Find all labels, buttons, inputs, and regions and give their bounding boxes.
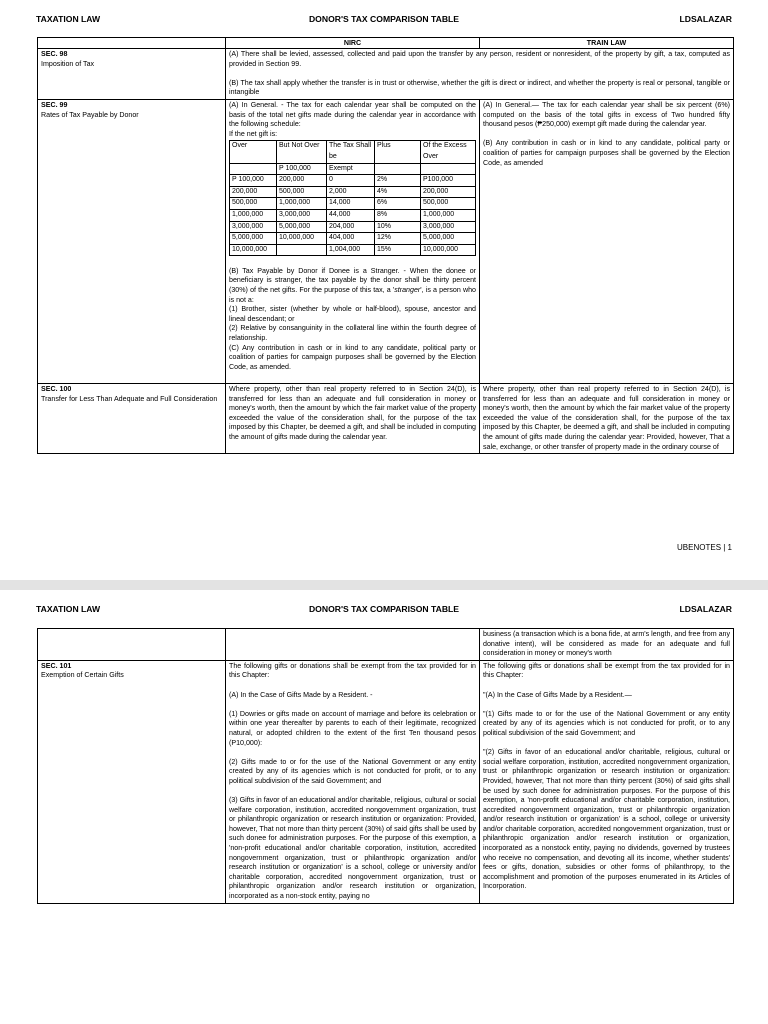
schedule-cell: 2% bbox=[375, 175, 421, 187]
header-cell-blank bbox=[38, 38, 226, 49]
schedule-cell bbox=[277, 244, 327, 256]
section-title: Transfer for Less Than Adequate and Full Consideration bbox=[41, 394, 218, 403]
provision-paragraph: (B) Tax Payable by Donor if Donee is a Stranger. - When the donee or beneficiary is stranger, the tax payable by the donor shall be thirty percent (30%) of the net gifts. For the purpose of this tax, a 'stranger', is a person who is not a: bbox=[229, 266, 476, 304]
train-cell bbox=[480, 384, 734, 454]
schedule-header-cell: Of the Excess Over bbox=[421, 141, 476, 163]
table-row-sec-101 bbox=[38, 660, 734, 903]
schedule-cell: P100,000 bbox=[421, 175, 476, 187]
provision-paragraph: (B) Any contribution in cash or in kind to any candidate, political party or coalition of parties for campaign purposes shall be governed by the Election Code, as amended bbox=[483, 139, 730, 167]
provision-paragraph: The following gifts or donations shall be exempt from the tax provided for in this Chapter: bbox=[229, 661, 476, 680]
schedule-header-cell: But Not Over bbox=[277, 141, 327, 163]
section-number: SEC. 100 bbox=[41, 385, 72, 393]
schedule-cell: P 100,000 bbox=[230, 175, 277, 187]
provision-paragraph: Where property, other than real property referred to in Section 24(D), is transferred for less than an adequate and full consideration in money or money's worth, then the amount by which the fair market value of the property exceeded the value of the consideration shall, for the purpose of the tax imposed by this Chapter, be deemed a gift, and shall be included in computing the amount of gifts made during the calendar year: Provided, however, That a sale, exchange, or other transfer of property made in the ordinary course of bbox=[483, 385, 730, 451]
header-subject: TAXATION LAW bbox=[36, 14, 101, 24]
schedule-cell: 200,000 bbox=[230, 186, 277, 198]
schedule-cell: 6% bbox=[375, 198, 421, 210]
schedule-cell bbox=[421, 163, 476, 175]
schedule-cell: 1,000,000 bbox=[277, 198, 327, 210]
section-number: SEC. 98 bbox=[41, 50, 68, 58]
header-title: DONOR'S TAX COMPARISON TABLE bbox=[308, 604, 460, 614]
provision-item: (3) Gifts in favor of an educational and/or charitable, religious, cultural or social welfare corporation, institution, accredited nongovernment organization, trust or philanthropic organization or research institution or organization: Provided, however, That not more than thirty percent (30%) of said gifts shall be used by such donee for administration purposes. For the purpose of this exemption, a 'non-profit educational and/or charitable corporation, institution, accredited nongovernment organization, trust or philanthropic organization and/or research institution or organization' is a school, college or university and/or charitable corporation, accredited nongovernment organization, trust or philanthropic organization and/or research institution or organization, incorporated as a non-stock entity, paying no bbox=[229, 796, 476, 901]
schedule-cell: 44,000 bbox=[327, 209, 375, 221]
merged-provision-cell bbox=[226, 49, 734, 100]
page-footer: UBENOTES | 1 bbox=[677, 543, 732, 552]
train-cell bbox=[480, 629, 734, 661]
table-header-row bbox=[38, 38, 734, 49]
provision-item: (2) Relative by consanguinity in the collateral line within the fourth degree of relationship. bbox=[229, 324, 476, 343]
schedule-cell: 10,000,000 bbox=[421, 244, 476, 256]
schedule-cell: 14,000 bbox=[327, 198, 375, 210]
schedule-cell: 5,000,000 bbox=[421, 233, 476, 245]
schedule-cell: 3,000,000 bbox=[421, 221, 476, 233]
provision-paragraph: (A) In General. - The tax for each calendar year shall be computed on the basis of the total net gifts made during the calendar year in accordance with the following schedule: bbox=[229, 100, 476, 129]
section-cell bbox=[38, 660, 226, 903]
schedule-header-cell: Over bbox=[230, 141, 277, 163]
table-row-sec-99 bbox=[38, 99, 734, 383]
provision-heading: "(A) In the Case of Gifts Made by a Resident.— bbox=[483, 690, 632, 699]
schedule-row bbox=[230, 163, 476, 175]
schedule-cell: 2,000 bbox=[327, 186, 375, 198]
table-row-sec-100-continued bbox=[38, 629, 734, 661]
provision-item: (1) Brother, sister (whether by whole or half-blood), spouse, ancestor and lineal descendant; or bbox=[229, 305, 476, 323]
schedule-header-cell: Plus bbox=[375, 141, 421, 163]
nirc-cell bbox=[226, 99, 480, 383]
schedule-cell: 5,000,000 bbox=[230, 233, 277, 245]
schedule-row bbox=[230, 209, 476, 221]
section-cell bbox=[38, 99, 226, 383]
provision-paragraph: (A) In General.— The tax for each calendar year shall be six percent (6%) computed on the basis of the total gifts in excess of Two hundred fifty thousand pesos (₱250,000) exempt gift made during the calendar year. bbox=[483, 100, 730, 129]
document-page-2 bbox=[0, 590, 768, 1024]
section-cell bbox=[38, 49, 226, 100]
section-cell bbox=[38, 629, 226, 661]
schedule-cell: 204,000 bbox=[327, 221, 375, 233]
nirc-cell bbox=[226, 660, 480, 903]
section-number: SEC. 99 bbox=[41, 100, 68, 109]
provision-item: "(1) Gifts made to or for the use of the National Government or any entity created by any of its agencies which is not conducted for profit, or to any political subdivision of the said Government; and bbox=[483, 709, 730, 737]
schedule-cell: 10,000,000 bbox=[277, 233, 327, 245]
train-cell bbox=[480, 660, 734, 903]
schedule-row bbox=[230, 233, 476, 245]
schedule-row bbox=[230, 186, 476, 198]
section-title: Rates of Tax Payable by Donor bbox=[41, 110, 139, 119]
table-row-sec-100 bbox=[38, 384, 734, 454]
section-title: Exemption of Certain Gifts bbox=[41, 671, 124, 680]
schedule-cell: 1,000,000 bbox=[421, 209, 476, 221]
provision-paragraph: (B) The tax shall apply whether the transfer is in trust or otherwise, whether the gift is direct or indirect, and whether the property is real or personal, tangible or intangible bbox=[229, 78, 730, 97]
schedule-cell: 500,000 bbox=[230, 198, 277, 210]
schedule-cell: 0 bbox=[327, 175, 375, 187]
comparison-table bbox=[37, 37, 734, 454]
section-title: Imposition of Tax bbox=[41, 59, 95, 68]
provision-item: (1) Dowries or gifts made on account of marriage and before its celebration or within one year thereafter by parents to each of their legitimate, recognized natural, or adopted children to the extent of the first Ten thousand pesos (P10,000): bbox=[229, 709, 476, 747]
provision-paragraph: If the net gift is: bbox=[229, 129, 278, 138]
schedule-cell: 3,000,000 bbox=[230, 221, 277, 233]
schedule-cell: 3,000,000 bbox=[277, 209, 327, 221]
schedule-row bbox=[230, 244, 476, 256]
schedule-cell: 500,000 bbox=[277, 186, 327, 198]
schedule-cell: 500,000 bbox=[421, 198, 476, 210]
section-number: SEC. 101 bbox=[41, 661, 72, 670]
schedule-cell: 4% bbox=[375, 186, 421, 198]
header-author: LDSALAZAR bbox=[679, 14, 732, 24]
provision-paragraph: (C) Any contribution in cash or in kind to any candidate, political party or coalition of parties for campaign purposes shall be governed by the Election Code, as amended. bbox=[229, 343, 476, 371]
schedule-cell: 12% bbox=[375, 233, 421, 245]
schedule-cell: 8% bbox=[375, 209, 421, 221]
schedule-row bbox=[230, 175, 476, 187]
header-title: DONOR'S TAX COMPARISON TABLE bbox=[308, 14, 460, 24]
column-header-train: TRAIN LAW bbox=[480, 38, 734, 49]
section-cell bbox=[38, 384, 226, 454]
schedule-cell bbox=[375, 163, 421, 175]
schedule-cell: 1,004,000 bbox=[327, 244, 375, 256]
provision-paragraph: (A) There shall be levied, assessed, collected and paid upon the transfer by any person, resident or nonresident, of the property by gift, a tax, computed as provided in Section 99. bbox=[229, 50, 730, 68]
schedule-cell: 1,000,000 bbox=[230, 209, 277, 221]
provision-item: (2) Gifts made to or for the use of the National Government or any entity created by any of its agencies which is not conducted for profit, or to any political subdivision of the said Government; and bbox=[229, 757, 476, 785]
page-header bbox=[0, 14, 768, 28]
column-header-nirc: NIRC bbox=[226, 38, 480, 49]
schedule-header-cell: The Tax Shall be bbox=[327, 141, 375, 163]
schedule-header-row bbox=[230, 141, 476, 163]
nirc-cell bbox=[226, 384, 480, 454]
schedule-cell: 200,000 bbox=[277, 175, 327, 187]
provision-paragraph: business (a transaction which is a bona fide, at arm's length, and free from any donative intent), will be considered as made for an adequate and full consideration in money or money's worth bbox=[483, 630, 731, 658]
provision-paragraph: The following gifts or donations shall be exempt from the tax provided for in this Chapter: bbox=[483, 661, 730, 680]
schedule-cell: 10% bbox=[375, 221, 421, 233]
train-cell bbox=[480, 99, 734, 383]
provision-item: "(2) Gifts in favor of an educational and/or charitable, religious, cultural or social welfare corporation, institution, accredited nongovernment organization, trust or philanthropic organization or research institution or organization: Provided, however, That not more than thirty percent (30%) of said gifts shall be used by such donee for administration purposes. For the purpose of this exemption, a 'non-profit educational and/or charitable corporation, institution, accredited nongovernment organization, trust or philanthropic organization and/or research institution or organization' is a school, college or university and/or charitable corporation, accredited nongovernment organization, trust or philanthropic organization and/or research institution or organization, incorporated as a nonstock entity, paying no dividends, governed by trustees who receive no compensation, and devoting all its income, whether students' fees or gifts, donation, subsidies or other forms of philanthropy, to the accomplishment and promotion of the purposes enumerated in its Articles of Incorporation. bbox=[483, 748, 730, 891]
tax-schedule-table bbox=[229, 140, 476, 256]
schedule-cell: 404,000 bbox=[327, 233, 375, 245]
comparison-table-continued bbox=[37, 628, 734, 904]
schedule-cell: 200,000 bbox=[421, 186, 476, 198]
nirc-cell bbox=[226, 629, 480, 661]
page-gap bbox=[0, 580, 768, 590]
provision-paragraph: Where property, other than real property referred to in Section 24(D), is transferred for less than an adequate and full consideration in money or money's worth, then the amount by which the fair market value of the property exceeded the value of the consideration shall, for the purpose of the tax imposed by this Chapter, be deemed a gift, and shall be included in computing the amount of gifts made during the calendar year. bbox=[229, 385, 476, 441]
provision-heading: (A) In the Case of Gifts Made by a Resident. - bbox=[229, 690, 373, 699]
table-row-sec-98 bbox=[38, 49, 734, 100]
schedule-cell: Exempt bbox=[327, 163, 375, 175]
schedule-cell bbox=[230, 163, 277, 175]
header-subject: TAXATION LAW bbox=[36, 604, 101, 614]
schedule-cell: 5,000,000 bbox=[277, 221, 327, 233]
schedule-row bbox=[230, 221, 476, 233]
page-header bbox=[0, 604, 768, 618]
schedule-cell: P 100,000 bbox=[277, 163, 327, 175]
schedule-row bbox=[230, 198, 476, 210]
header-author: LDSALAZAR bbox=[679, 604, 732, 614]
schedule-cell: 10,000,000 bbox=[230, 244, 277, 256]
schedule-cell: 15% bbox=[375, 244, 421, 256]
